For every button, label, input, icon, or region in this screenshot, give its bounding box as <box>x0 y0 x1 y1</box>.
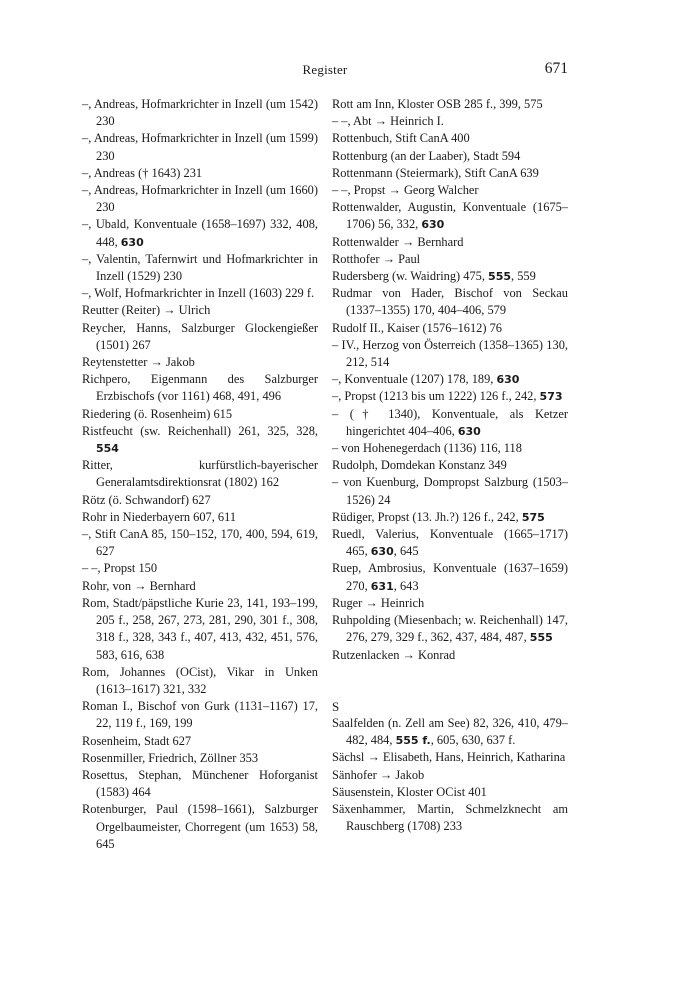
index-entry <box>82 750 318 767</box>
entry-text: Rudolph, Domdekan Konstanz 349 <box>332 458 507 473</box>
entry-text: Ruedl, Valerius, Konventuale (1665–1717) 465, <box>332 527 568 559</box>
entry-text: Rotthofer → Paul <box>332 251 421 266</box>
index-entry <box>82 216 318 250</box>
entry-text: – –, Abt → Heinrich I. <box>332 114 444 129</box>
entry-text: – von Hohenegerdach (1136) 116, 118 <box>332 441 522 456</box>
entry-text: Rom, Stadt/päpstliche Kurie 23, 141, 193–199, 205 f., 258, 267, 273, 281, 290, 301 f., 308, 318 f., 328, 343 f., 407, 413, 432, 451, 576, 583, 616, 638 <box>82 595 318 662</box>
entry-text: Sänhofer → Jakob <box>332 767 425 782</box>
index-entry <box>332 182 568 199</box>
index-entry <box>332 767 568 784</box>
index-entry <box>332 749 568 766</box>
entry-text: , 605, 630, 637 f. <box>430 733 516 748</box>
entry-text: Ruhpolding (Miesenbach; w. Reichenhall) 147, 276, 279, 329 f., 362, 437, 484, 487, <box>332 613 568 645</box>
bold-page-ref: 573 <box>539 390 563 404</box>
index-column-left <box>82 96 318 853</box>
section-letter: S <box>332 698 340 714</box>
index-entry <box>332 784 568 801</box>
entry-text: Roman I., Bischof von Gurk (1131–1167) 17, 22, 119 f., 169, 199 <box>82 699 318 731</box>
section-s-entries <box>332 715 568 835</box>
index-entry <box>82 251 318 285</box>
entry-text: Rohr, von → Bernhard <box>82 578 196 593</box>
index-entry <box>332 509 568 526</box>
entry-text: Reytenstetter → Jakob <box>82 355 195 370</box>
index-entry <box>332 560 568 594</box>
index-entry <box>332 801 568 835</box>
entry-text: – –, Propst 150 <box>82 561 158 576</box>
entry-text: Rott am Inn, Kloster OSB 285 f., 399, 575 <box>332 97 543 111</box>
entry-text: – von Kuenburg, Dompropst Salzburg (1503–1526) 24 <box>332 475 568 507</box>
entry-text: Reycher, Hanns, Salzburger Glockengießer (1501) 267 <box>82 320 318 352</box>
index-entry <box>82 560 318 577</box>
entry-text: Richpero, Eigenmann des Salzburger Erzbischofs (vor 1161) 468, 491, 496 <box>82 372 318 404</box>
entry-text: Rottenburg (an der Laaber), Stadt 594 <box>332 148 521 163</box>
index-entry <box>82 320 318 354</box>
index-entry <box>332 612 568 646</box>
entry-text: – IV., Herzog von Österreich (1358–1365) 130, 212, 514 <box>332 337 568 370</box>
index-entry <box>82 509 318 526</box>
entry-text: Rohr in Niederbayern 607, 611 <box>82 509 237 524</box>
index-entry <box>332 234 568 251</box>
index-entry <box>332 165 568 182</box>
index-entry <box>82 302 318 319</box>
entry-text: Sächsl → Elisabeth, Hans, Heinrich, Katharina <box>332 750 566 765</box>
entry-text: , 559 <box>511 269 536 284</box>
index-entry <box>82 285 318 302</box>
index-entry <box>332 130 568 147</box>
index-entry <box>332 715 568 749</box>
index-entry <box>332 285 568 319</box>
entry-text: – –, Propst → Georg Walcher <box>332 183 479 198</box>
entry-text: –, Ubald, Konventuale (1658–1697) 332, 408, 448, <box>82 217 318 249</box>
index-entry <box>82 578 318 595</box>
entry-text: Rottenwalder, Augustin, Konventuale (1675–1706) 56, 332, <box>332 200 568 232</box>
bold-page-ref: 554 <box>96 442 119 456</box>
index-entry <box>332 251 568 268</box>
entry-text: Ruger → Heinrich <box>332 595 425 610</box>
index-entry <box>82 664 318 698</box>
index-entry <box>332 96 568 113</box>
index-entry <box>82 406 318 423</box>
bold-page-ref: 575 <box>521 510 545 524</box>
bold-page-ref: 630 <box>496 373 520 387</box>
index-entry <box>82 492 318 509</box>
entry-text: –, Stift CanA 85, 150–152, 170, 400, 594, 619, 627 <box>82 527 318 559</box>
bold-page-ref: 555 <box>529 631 553 645</box>
bold-page-ref: 555 <box>488 270 512 284</box>
entry-text: –, Valentin, Tafernwirt und Hofmarkrichter in Inzell (1529) 230 <box>82 251 318 284</box>
entry-text: Rotenburger, Paul (1598–1661), Salzburger Orgelbaumeister, Chorregent (um 1653) 58, 645 <box>82 802 318 851</box>
bold-page-ref: 555 f. <box>395 734 431 748</box>
index-entry <box>82 595 318 664</box>
entry-text: Säxenhammer, Martin, Schmelzknecht am Rauschberg (1708) 233 <box>332 801 568 834</box>
entry-text: Rosenheim, Stadt 627 <box>82 733 192 748</box>
index-entry <box>332 474 568 508</box>
index-entry <box>82 354 318 371</box>
entry-text: Säusenstein, Kloster OCist 401 <box>332 784 487 799</box>
entry-text: – († 1340), Konventuale, als Ketzer hingerichtet 404–406, <box>332 406 568 438</box>
index-entry <box>82 96 318 130</box>
index-column-right <box>332 96 568 835</box>
entry-text: Rosenmiller, Friedrich, Zöllner 353 <box>82 750 259 765</box>
entry-text: –, Andreas, Hofmarkrichter in Inzell (um 1660) 230 <box>82 183 318 215</box>
entry-text: Rudolf II., Kaiser (1576–1612) 76 <box>332 320 502 335</box>
page-number: 671 <box>544 60 568 77</box>
index-entry <box>82 457 318 491</box>
entry-text: Rüdiger, Propst (13. Jh.?) 126 f., 242, <box>332 509 522 524</box>
index-entry <box>332 406 568 440</box>
index-entry <box>82 182 318 216</box>
section-gap <box>332 664 568 698</box>
index-entry <box>82 698 318 732</box>
entry-text: –, Andreas, Hofmarkrichter in Inzell (um 1599) 230 <box>82 131 318 163</box>
entry-text: Rudersberg (w. Waidring) 475, <box>332 269 489 284</box>
bold-page-ref: 630 <box>421 218 445 232</box>
entry-text: Reutter (Reiter) → Ulrich <box>82 303 211 318</box>
index-entry <box>332 320 568 337</box>
entry-text: –, Wolf, Hofmarkrichter in Inzell (1603) 229 f. <box>82 286 315 301</box>
index-entry <box>332 647 568 664</box>
entry-text: –, Konventuale (1207) 178, 189, <box>332 372 497 387</box>
entry-text: Rudmar von Hader, Bischof von Seckau (1337–1355) 170, 404–406, 579 <box>332 286 568 318</box>
entry-text: Rutzenlacken → Konrad <box>332 647 456 662</box>
index-entry <box>82 165 318 182</box>
index-entry <box>332 113 568 130</box>
entry-text: Rötz (ö. Schwandorf) 627 <box>82 492 211 507</box>
entry-text: Rosettus, Stephan, Münchener Hoforganist (1583) 464 <box>82 767 318 800</box>
entry-text: –, Propst (1213 bis um 1222) 126 f., 242, <box>332 389 540 404</box>
index-entry <box>332 268 568 285</box>
index-entry <box>82 767 318 801</box>
entry-text: Ruep, Ambrosius, Konventuale (1637–1659) 270, <box>332 561 568 593</box>
index-entry <box>332 595 568 612</box>
entry-text: Ritter, kurfürstlich-bayerischer Generalamtsdirektionsrat (1802) 162 <box>82 458 318 490</box>
page-header <box>82 60 568 82</box>
index-entry <box>332 388 568 405</box>
bold-page-ref: 630 <box>457 424 481 438</box>
index-entries-r <box>332 96 568 664</box>
index-entry <box>82 371 318 405</box>
index-entry <box>82 801 318 853</box>
index-entry <box>332 526 568 560</box>
bold-page-ref: 631 <box>370 579 394 593</box>
entry-text: –, Andreas, Hofmarkrichter in Inzell (um 1542) 230 <box>82 97 318 129</box>
entry-text: Riedering (ö. Rosenheim) 615 <box>82 406 233 421</box>
index-entry <box>82 423 318 457</box>
bold-page-ref: 630 <box>370 545 394 559</box>
index-entry <box>82 733 318 750</box>
index-entry <box>82 130 318 164</box>
index-entry <box>332 371 568 388</box>
index-entry <box>82 526 318 560</box>
index-entry <box>332 199 568 233</box>
index-entry <box>332 440 568 457</box>
entry-text: Rottenwalder → Bernhard <box>332 234 464 249</box>
index-entry <box>332 148 568 165</box>
entry-text: , 645 <box>393 544 419 559</box>
entry-text: Saalfelden (n. Zell am See) 82, 326, 410, 479–482, 484, <box>332 715 568 748</box>
index-entry <box>332 337 568 371</box>
entry-text: Ristfeucht (sw. Reichenhall) 261, 325, 328, <box>82 423 318 438</box>
running-head: Register <box>302 62 348 77</box>
bold-page-ref: 630 <box>120 235 144 249</box>
entry-text: , 643 <box>393 578 419 593</box>
entry-text: Rom, Johannes (OCist), Vikar in Unken (1613–1617) 321, 332 <box>82 664 318 696</box>
entry-text: Rottenbuch, Stift CanA 400 <box>332 131 470 146</box>
entry-text: Rottenmann (Steiermark), Stift CanA 639 <box>332 165 539 180</box>
entry-text: –, Andreas († 1643) 231 <box>82 165 203 180</box>
index-entry <box>332 457 568 474</box>
